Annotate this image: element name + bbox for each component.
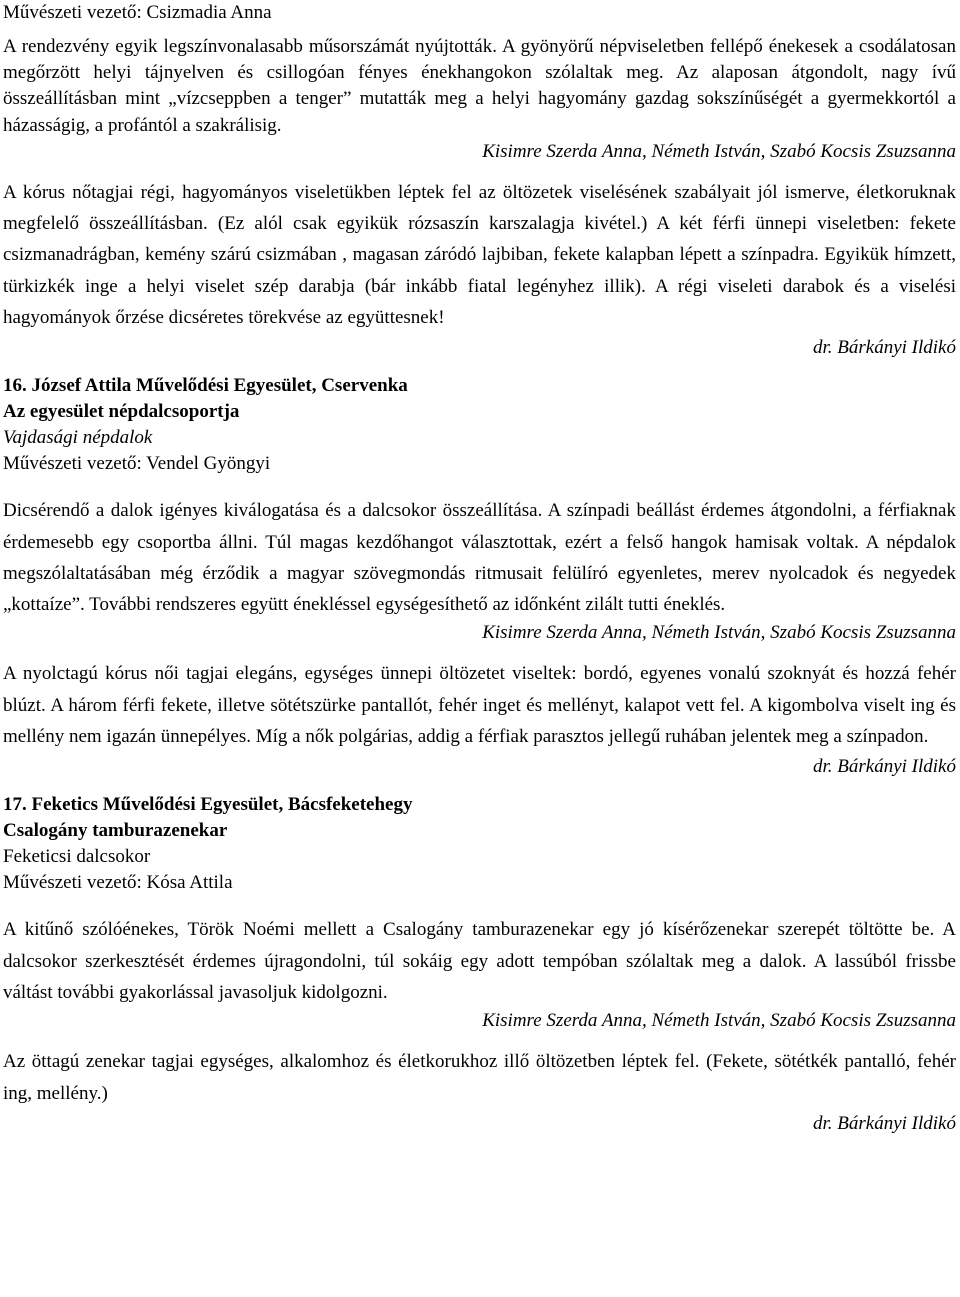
- jury-signature: Kisimre Szerda Anna, Németh István, Szabó Kocsis Zsuzsanna: [482, 1010, 956, 1032]
- costume-review-paragraph: Az öttagú zenekar tagjai egységes, alkalomhoz és életkorukhoz illő öltözetben léptek fel. (Fekete, sötétkék pantalló, fehér ing, mellény.): [3, 1051, 956, 1104]
- costume-reviewer-signature: dr. Bárkányi Ildikó: [812, 1112, 956, 1134]
- entry-heading-16: 16. József Attila Művelődési Egyesület, Cservenka: [3, 375, 408, 397]
- ensemble-name: Az egyesület népdalcsoportja: [3, 401, 240, 423]
- artistic-director-line: Művészeti vezető: Kósa Attila: [3, 872, 233, 894]
- costume-review-paragraph: A nyolctagú kórus női tagjai elegáns, egységes ünnepi öltözetet viseltek: bordó, egyenes vonalú szoknyát és hozzá fehér blúzt. A három férfi fekete, illetve sötétszürke pantallót, fehér inget és mellényt, kalapot vett fel. A kigombolva viselt ing és mellény nem igazán ünnepélyes. Míg a nők polgárias, addig a férfiak parasztos jellegű ruhában jelentek meg a színpadon.: [3, 663, 956, 748]
- entry-heading-17: 17. Feketics Művelődési Egyesület, Bácsfeketehegy: [3, 794, 413, 816]
- costume-reviewer-signature: dr. Bárkányi Ildikó: [812, 756, 956, 778]
- jury-signature: Kisimre Szerda Anna, Németh István, Szabó Kocsis Zsuzsanna: [482, 140, 956, 162]
- jury-review-paragraph: A rendezvény egyik legszínvonalasabb műsorszámát nyújtották. A gyönyörű népviseletben fellépő énekesek a csodálatosan megőrzött helyi tájnyelven és csillogóan fényes énekhangokon szólaltak meg. Az alaposan átgondolt, nagy ívű összeállításban mint „vízcseppben a tenger” mutatták meg a helyi hagyomány gazdag sokszínűségét a gyermekkortól a házasságig, a profántól a szakrálisig.: [3, 36, 956, 136]
- program-title: Vajdasági népdalok: [3, 427, 153, 449]
- jury-signature: Kisimre Szerda Anna, Németh István, Szabó Kocsis Zsuzsanna: [482, 622, 956, 644]
- jury-review-paragraph: A kitűnő szólóénekes, Török Noémi mellett a Csalogány tamburazenekar egy jó kísérőzenekar szerepét töltötte be. A dalcsokor szerkesztését érdemes újragondolni, túl sokáig egy adott tempóban szólaltak meg a dalok. A lassúból frissbe váltást további gyakorlással javasoljuk kidolgozni.: [3, 919, 956, 1003]
- ensemble-name: Csalogány tamburazenekar: [3, 820, 228, 842]
- jury-review-paragraph: Dicsérendő a dalok igényes kiválogatása és a dalcsokor összeállítása. A színpadi beállást érdemes átgondolni, a férfiaknak érdemesebb egy csoportba állni. Túl magas kezdőhangot választottak, ezért a felső hangok hamisak voltak. A népdalok megszólaltatásában még érződik a magyar szövegmondás ritmusait felülíró egyenletes, merev nyolcadok és negyedek „kottaíze”. További rendszeres együtt énekléssel egységesíthető az időnként zilált tutti éneklés.: [3, 500, 956, 616]
- costume-review-paragraph: A kórus nőtagjai régi, hagyományos viseletükben léptek fel az öltözetek viselésének szabályait jól ismerve, életkoruknak megfelelő összeállításban. (Ez alól csak egyikük rózsaszín karszalagja kivétel.) A két férfi ünnepi viseletben: fekete csizmanadrágban, kemény szárú csizmában , magasan záródó lajbiban, fekete kalapban lépett a színpadra. Egyikük hímzett, türkizkék inge a helyi viselet szép darabja (bár inkább fiatal legényhez illik). A régi viseleti darabok és a viselési hagyományok őrzése dicséretes törekvése az együttesnek!: [3, 181, 956, 328]
- artistic-director-line: Művészeti vezető: Vendel Gyöngyi: [3, 453, 271, 475]
- artistic-director-line: Művészeti vezető: Csizmadia Anna: [3, 2, 272, 23]
- program-title: Feketicsi dalcsokor: [3, 846, 151, 868]
- costume-reviewer-signature: dr. Bárkányi Ildikó: [812, 337, 956, 359]
